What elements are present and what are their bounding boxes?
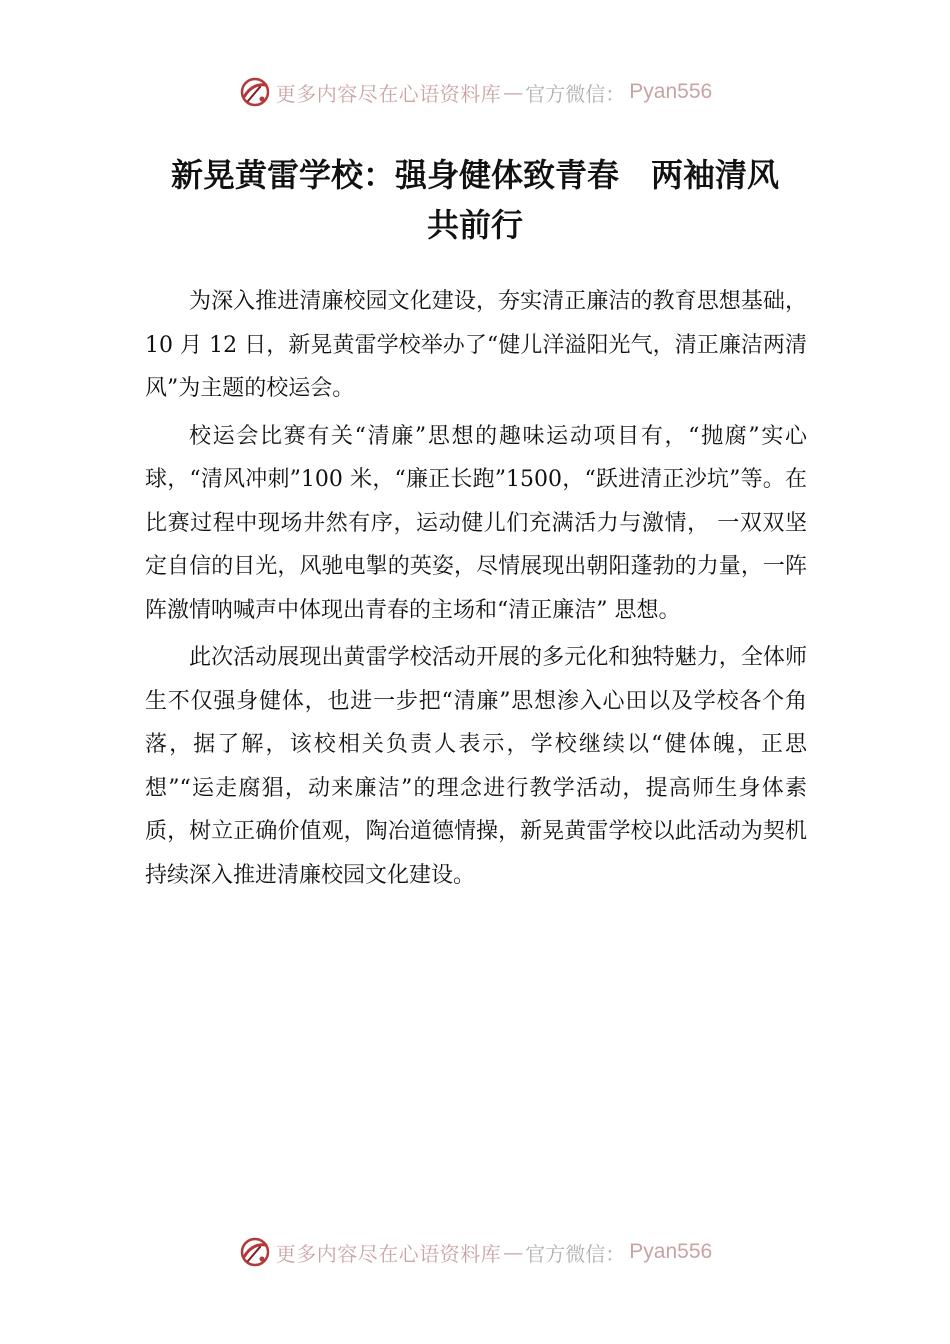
- banner-text: 更多内容尽在心语资料库: [275, 81, 502, 106]
- article-body: [145, 280, 807, 901]
- brand-logo-icon: [238, 1235, 272, 1269]
- banner-label: 官方微信：: [525, 81, 626, 106]
- banner-separator: —: [503, 80, 524, 104]
- banner-text: 更多内容尽在心语资料库: [275, 1241, 502, 1266]
- article-title-line-2: 共前行: [426, 206, 523, 244]
- article-paragraph: 此次活动展现出黄雷学校活动开展的多元化和独特魅力，全体师生不仅强身健体，也进一步把“清廉”思想渗入心田以及学校各个角落，据了解，该校相关负责人表示，学校继续以“健体魄，正思想”“运走腐猖，动来廉洁”的理念进行教学活动，提高师生身体素质，树立正确价值观，陶冶道德情操，新晃黄雷学校以此活动为契机持续深入推进清廉校园文化建设。: [145, 645, 807, 888]
- header-banner: [0, 72, 950, 112]
- banner-separator: —: [503, 1240, 524, 1264]
- banner-wechat-id: Pyan556: [629, 1240, 713, 1263]
- brand-logo-icon: [238, 75, 272, 109]
- article-title: [140, 150, 810, 250]
- article-paragraph: 校运会比赛有关“清廉”思想的趣味运动项目有，“抛腐”实心球，“清风冲刺”100 米，“廉正长跑”1500，“跃进清正沙坑”等。在比赛过程中现场井然有序，运动健儿们充满活力与激情， 一双双坚定自信的目光，风驰电掣的英姿，尽情展现出朝阳蓬勃的力量，一阵阵激情呐喊声中体现出青春的主场和“清正廉洁” 思想。: [145, 423, 807, 623]
- footer-banner: [0, 1232, 950, 1272]
- banner-wechat-id: Pyan556: [629, 80, 713, 103]
- article-title-line-1: 新晃黄雷学校：强身健体致青春 两袖清风: [170, 156, 779, 194]
- article-paragraph: 为深入推进清廉校园文化建设，夯实清正廉洁的教育思想基础，10 月 12 日，新晃黄雷学校举办了“健儿洋溢阳光气，清正廉洁两清风”为主题的校运会。: [145, 289, 807, 401]
- banner-label: 官方微信：: [525, 1241, 626, 1266]
